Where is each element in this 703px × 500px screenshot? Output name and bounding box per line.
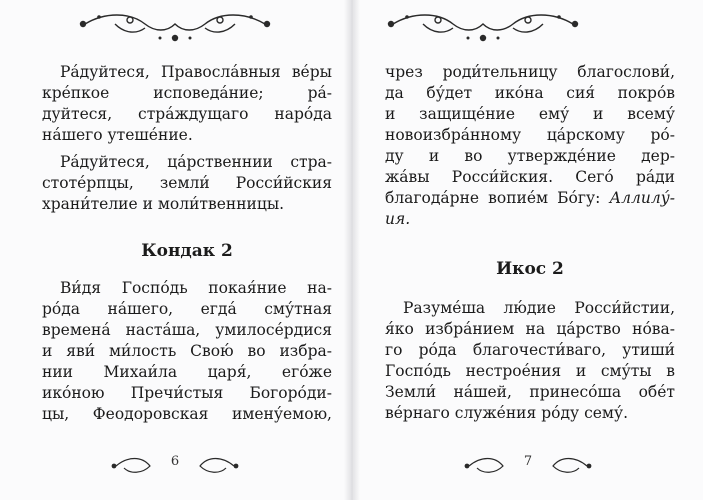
right-paragraph-2 — [385, 298, 675, 424]
left-paragraph-1 — [42, 62, 332, 146]
text-line: нии Михаи́ла царя́, его́же — [42, 363, 332, 381]
text-line: и яви́ ми́лость Свою́ во избра- — [42, 342, 332, 360]
text-line: на́шего утеше́ние. — [42, 126, 193, 144]
page-number: 6 — [155, 454, 195, 470]
top-ornament-icon — [75, 8, 275, 48]
text-line: чрез роди́тельницу благослови́, — [385, 63, 675, 81]
ikos-heading: Икос 2 — [496, 259, 564, 279]
text-line: дуйтеся, стра́ждущаго наро́да — [42, 105, 332, 123]
text-line: ду и во утвержде́ние дер- — [385, 147, 675, 165]
text-line: Ра́дуйтеся, ца́рственнии стра- — [60, 153, 332, 171]
text-line: кре́пкое исповеда́ние; ра́- — [42, 84, 332, 102]
text-line: времена́ наста́ша, умилосе́рдися — [42, 321, 332, 339]
alleluia-text: ия. — [385, 210, 411, 228]
text-line: храни́телие и моли́твенницы. — [42, 195, 285, 213]
text-line: Разуме́ша лю́дие Росси́йстии, — [403, 299, 675, 317]
left-page — [0, 0, 350, 500]
text-line: ико́ною Пречи́стыя Богоро́ди- — [42, 384, 332, 402]
text-fragment: благода́рне вопие́м Бо́гу: — [385, 189, 601, 207]
text-line-with-alleluia — [385, 188, 675, 209]
text-line: цы, Феодоровская имену́емою, — [42, 405, 332, 423]
text-line: Ра́дуйтеся, Правосла́вныя ве́ры — [60, 63, 332, 81]
left-paragraph-3 — [42, 278, 332, 425]
text-line: Земли́ на́шей, принесо́ша обе́т — [385, 383, 675, 401]
text-line — [385, 209, 675, 230]
right-page — [353, 0, 703, 500]
book-gutter — [344, 0, 360, 500]
alleluia-text: Аллилу́- — [609, 189, 675, 207]
text-line: ве́рнаго служе́ния ро́ду сему́. — [385, 404, 629, 422]
text-line: я́ко избра́нием на ца́рство но́ва- — [385, 320, 675, 338]
right-paragraph-1 — [385, 62, 675, 230]
kondak-heading: Кондак 2 — [141, 241, 233, 261]
text-line: Госпо́дь нестрое́ния и сму́ты в — [385, 362, 675, 380]
text-line: жа́вы Росси́йския. Сего́ ра́ди — [385, 168, 675, 186]
text-line: го ро́да благочести́ваго, утиши́ — [385, 341, 675, 359]
page-number: 7 — [508, 454, 548, 470]
left-paragraph-2 — [42, 152, 332, 215]
top-ornament-icon — [383, 8, 583, 48]
text-line: да бу́дет ико́на сия́ покро́в — [385, 84, 675, 102]
text-line: и защище́ние ему́ и всему́ — [385, 105, 675, 123]
text-line: Ви́дя Госпо́дь покая́ние на- — [60, 279, 332, 297]
text-line: стоте́рпцы, земли́ Росси́йския — [42, 174, 332, 192]
text-line: ро́да на́шего, егда́ сму́тная — [42, 300, 332, 318]
text-line: новоизбра́нному ца́рскому ро́- — [385, 126, 675, 144]
